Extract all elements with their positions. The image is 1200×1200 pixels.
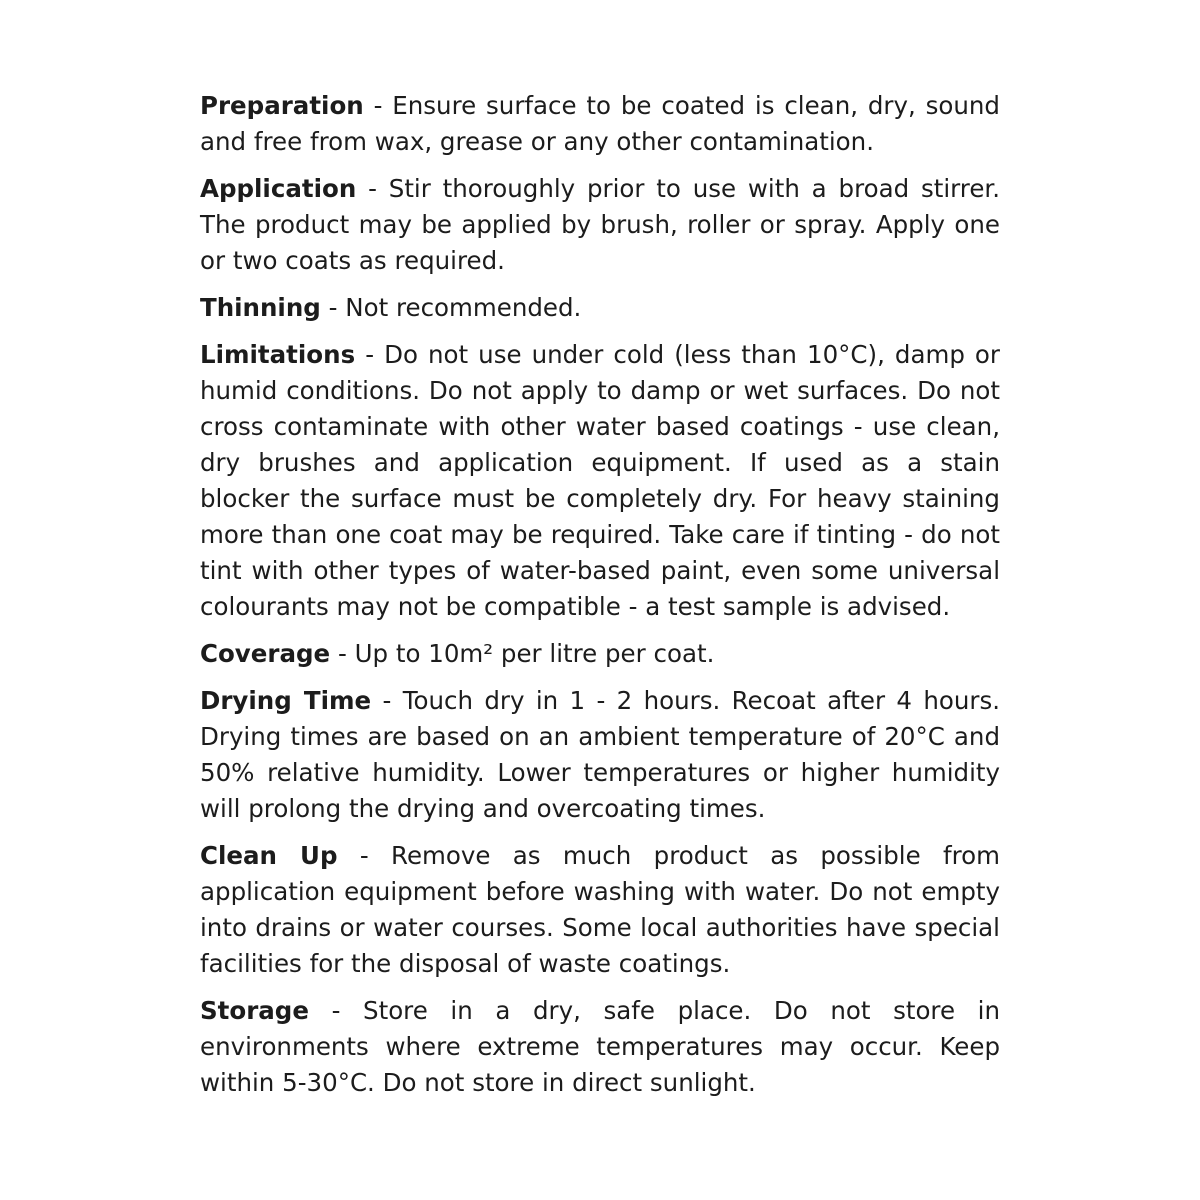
product-instructions bbox=[200, 88, 1000, 1112]
section-thinning bbox=[200, 290, 1000, 326]
section-title: Coverage bbox=[200, 639, 331, 668]
section-separator: - bbox=[363, 91, 393, 120]
section-body: Up to 10m² per litre per coat. bbox=[354, 639, 715, 668]
section-coverage bbox=[200, 636, 1000, 672]
section-body: Touch dry in 1 - 2 hours. Recoat after 4 hours. Drying times are based on an ambient temperature of 20°C and 50% relative humidity. Lower temperatures or higher humidity will prolong the drying and overcoating times. bbox=[200, 686, 1000, 823]
section-separator: - bbox=[337, 841, 392, 870]
section-drying-time bbox=[200, 683, 1000, 827]
section-title: Clean Up bbox=[200, 841, 338, 870]
section-body: Ensure surface to be coated is clean, dry, sound and free from wax, grease or any other contamination. bbox=[200, 91, 1000, 156]
section-separator: - bbox=[355, 340, 385, 369]
section-storage bbox=[200, 993, 1000, 1101]
section-body: Do not use under cold (less than 10°C), damp or humid conditions. Do not apply to damp or wet surfaces. Do not cross contaminate with other water based coatings - use clean, dry brushes and application equipment. If used as a stain blocker the surface must be completely dry. For heavy staining more than one coat may be required. Take care if tinting - do not tint with other types of water-based paint, even some universal colourants may not be compatible - a test sample is advised. bbox=[200, 340, 1000, 621]
section-separator: - bbox=[320, 293, 346, 322]
section-title: Application bbox=[200, 174, 357, 203]
section-title: Thinning bbox=[200, 293, 321, 322]
section-body: Remove as much product as possible from application equipment before washing with water. Do not empty into drains or water courses. Some local authorities have special facilities for the disposal of waste coatings. bbox=[200, 841, 1001, 978]
section-separator: - bbox=[308, 996, 364, 1025]
section-separator: - bbox=[330, 639, 355, 668]
section-body: Not recommended. bbox=[345, 293, 582, 322]
section-separator: - bbox=[371, 686, 403, 715]
section-title: Limitations bbox=[200, 340, 356, 369]
section-separator: - bbox=[356, 174, 389, 203]
section-body: Stir thoroughly prior to use with a broad stirrer. The product may be applied by brush, roller or spray. Apply one or two coats as required. bbox=[200, 174, 1001, 275]
section-title: Preparation bbox=[200, 91, 364, 120]
section-preparation bbox=[200, 88, 1000, 160]
section-application bbox=[200, 171, 1000, 279]
section-limitations bbox=[200, 337, 1000, 625]
section-title: Drying Time bbox=[200, 686, 372, 715]
section-clean-up bbox=[200, 838, 1000, 982]
section-body: Store in a dry, safe place. Do not store in environments where extreme temperatures may occur. Keep within 5-30°C. Do not store in direct sunlight. bbox=[200, 996, 1000, 1097]
section-title: Storage bbox=[200, 996, 309, 1025]
